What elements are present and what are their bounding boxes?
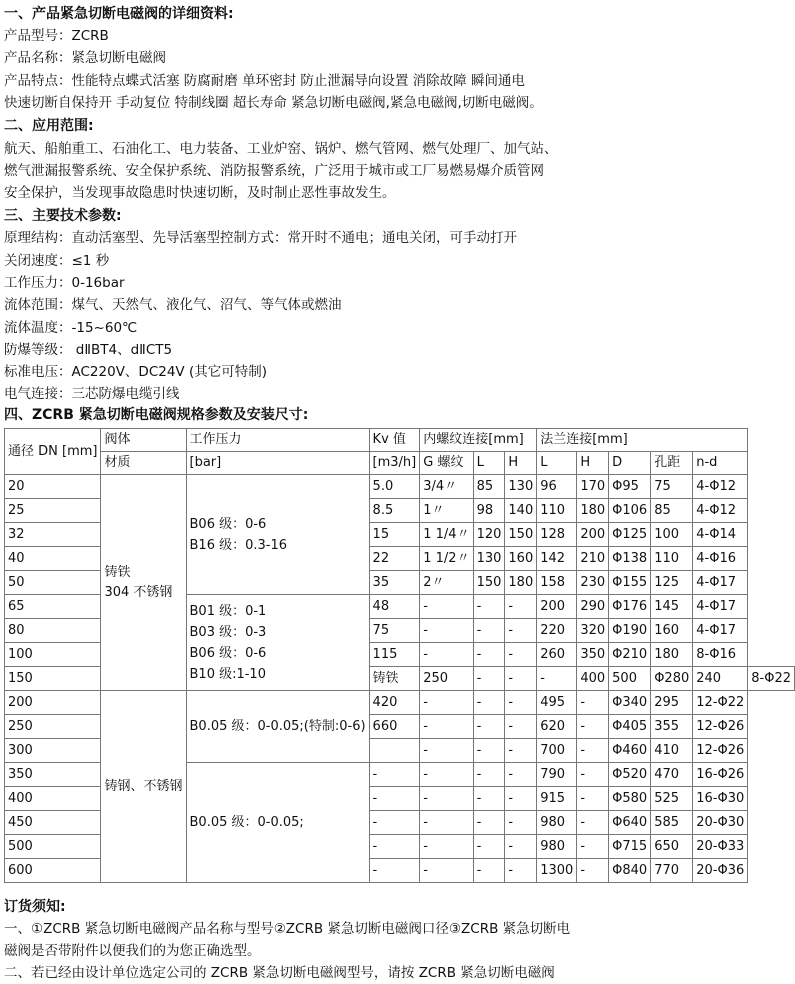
cell-nd: 4-Φ17 bbox=[693, 571, 748, 595]
cell-kv: 660 bbox=[369, 715, 420, 739]
cell-thread-h: 180 bbox=[505, 571, 537, 595]
cell-thread-h: - bbox=[505, 691, 537, 715]
pressure-label: B03 级：0-3 bbox=[189, 624, 267, 640]
cell-thread-l: - bbox=[473, 859, 505, 883]
header-row-1 bbox=[5, 429, 795, 452]
cell-nd: 12-Φ22 bbox=[693, 691, 748, 715]
cell-g-thread: 1 1/2〃 bbox=[420, 547, 473, 571]
cell-hole: 145 bbox=[651, 595, 693, 619]
cell-flange-h: - bbox=[577, 811, 609, 835]
cell-hole: 110 bbox=[651, 547, 693, 571]
cell-kv: - bbox=[369, 835, 420, 859]
header-thread-l: L bbox=[473, 452, 505, 475]
features-line-1: 产品特点：性能特点蝶式活塞 防腐耐磨 单环密封 防止泄漏导向设置 消除故障 瞬间通电 bbox=[4, 73, 525, 89]
cell-g-thread: - bbox=[420, 691, 473, 715]
cell-thread-h: - bbox=[505, 835, 537, 859]
cell-dn: 400 bbox=[5, 787, 101, 811]
header-kv-1: Kv 值 bbox=[369, 429, 420, 452]
cell-flange-l: 128 bbox=[537, 523, 577, 547]
pressure-label: B16 级：0.3-16 bbox=[189, 537, 288, 553]
pressure-group-3 bbox=[186, 691, 369, 763]
cell-flange-h: 500 bbox=[609, 667, 651, 691]
cell-thread-h: - bbox=[537, 667, 577, 691]
cell-nd: 12-Φ26 bbox=[693, 715, 748, 739]
header-g-thread: G 螺纹 bbox=[420, 452, 473, 475]
cell-thread-h: - bbox=[505, 763, 537, 787]
cell-flange-l: 1300 bbox=[537, 859, 577, 883]
pressure-label: B0.05 级：0-0.05; bbox=[189, 815, 304, 830]
order-line-1: 一、①ZCRB 紧急切断电磁阀产品名称与型号②ZCRB 紧急切断电磁阀口径③ZCRB 紧急切断电 bbox=[4, 921, 571, 937]
cell-flange-l: 110 bbox=[537, 499, 577, 523]
application-line-2: 燃气泄漏报警系统、安全保护系统、消防报警系统，广泛用于城市或工厂易燃易爆介质管网 bbox=[4, 163, 544, 179]
model-line: 产品型号：ZCRB bbox=[4, 28, 109, 44]
cell-flange-d: Φ520 bbox=[609, 763, 651, 787]
cell-kv: 8.5 bbox=[369, 499, 420, 523]
name-line: 产品名称：紧急切断电磁阀 bbox=[4, 50, 166, 66]
cell-g-thread: - bbox=[420, 715, 473, 739]
cell-hole: 770 bbox=[651, 859, 693, 883]
cell-kv: 115 bbox=[369, 643, 420, 667]
cell-thread-l: 120 bbox=[473, 523, 505, 547]
cell-nd: 12-Φ26 bbox=[693, 739, 748, 763]
cell-dn: 32 bbox=[5, 523, 101, 547]
cell-flange-l: 790 bbox=[537, 763, 577, 787]
cell-thread-h: - bbox=[505, 715, 537, 739]
cell-kv: 75 bbox=[369, 619, 420, 643]
header-dn: 通径 DN [mm] bbox=[5, 429, 101, 475]
cell-thread-l: 98 bbox=[473, 499, 505, 523]
cell-dn: 20 bbox=[5, 475, 101, 499]
cell-hole: 85 bbox=[651, 499, 693, 523]
cell-g-thread: - bbox=[420, 595, 473, 619]
cell-flange-h: - bbox=[577, 859, 609, 883]
cell-kv: - bbox=[369, 811, 420, 835]
cell-hole: 180 bbox=[651, 643, 693, 667]
cell-flange-d: Φ640 bbox=[609, 811, 651, 835]
cell-kv bbox=[369, 739, 420, 763]
cell-hole: 525 bbox=[651, 787, 693, 811]
cell-flange-d: Φ340 bbox=[609, 691, 651, 715]
cell-thread-h: - bbox=[505, 859, 537, 883]
cell-flange-l: 220 bbox=[537, 619, 577, 643]
cell-flange-h: 170 bbox=[577, 475, 609, 499]
cell-flange-h: - bbox=[577, 715, 609, 739]
material-label: 铸铁 bbox=[104, 564, 131, 580]
pressure-group-1 bbox=[186, 475, 369, 595]
cell-thread-h: 150 bbox=[505, 523, 537, 547]
cell-flange-h: - bbox=[577, 787, 609, 811]
cell-flange-d: Φ405 bbox=[609, 715, 651, 739]
cell-hole: 650 bbox=[651, 835, 693, 859]
cell-kv: 48 bbox=[369, 595, 420, 619]
cell-dn: 80 bbox=[5, 619, 101, 643]
application-line-1: 航天、船舶重工、石油化工、电力装备、工业炉窑、锅炉、燃气管网、燃气处理厂、加气站、 bbox=[4, 141, 558, 157]
header-flange-d: D bbox=[609, 452, 651, 475]
header-row-2 bbox=[5, 452, 795, 475]
cell-flange-d: Φ840 bbox=[609, 859, 651, 883]
cell-nd: 16-Φ30 bbox=[693, 787, 748, 811]
cell-dn: 450 bbox=[5, 811, 101, 835]
header-flange-h: H bbox=[577, 452, 609, 475]
order-line-2: 磁阀是否带附件以便我们的为您正确选型。 bbox=[4, 943, 261, 959]
cell-g-thread: - bbox=[420, 763, 473, 787]
cell-flange-l: 260 bbox=[537, 643, 577, 667]
cell-flange-l: 915 bbox=[537, 787, 577, 811]
pressure-label: B06 级：0-6 bbox=[189, 645, 267, 661]
application-line-3: 安全保护，当发现事故隐患时快速切断，及时制止恶性事故发生。 bbox=[4, 185, 396, 201]
cell-thread-l: 130 bbox=[473, 547, 505, 571]
cell-kv: 35 bbox=[369, 571, 420, 595]
cell-flange-h: - bbox=[577, 739, 609, 763]
cell-flange-l: 700 bbox=[537, 739, 577, 763]
cell-kv: 15 bbox=[369, 523, 420, 547]
cell-dn: 65 bbox=[5, 595, 101, 619]
cell-flange-d: Φ580 bbox=[609, 787, 651, 811]
cell-nd: 16-Φ26 bbox=[693, 763, 748, 787]
material-cast-iron-ss bbox=[101, 475, 186, 691]
cell-flange-h: 230 bbox=[577, 571, 609, 595]
header-material-1: 阀体 bbox=[101, 429, 186, 452]
cell-g-thread: - bbox=[420, 835, 473, 859]
cell-flange-l: 495 bbox=[537, 691, 577, 715]
cell-flange-h: 350 bbox=[577, 643, 609, 667]
cell-hole: 160 bbox=[651, 619, 693, 643]
cell-thread-l: - bbox=[473, 763, 505, 787]
cell-g-thread: - bbox=[473, 667, 505, 691]
cell-nd: 8-Φ22 bbox=[748, 667, 795, 691]
cell-flange-h: 210 bbox=[577, 547, 609, 571]
cell-thread-l: 85 bbox=[473, 475, 505, 499]
cell-flange-l: 158 bbox=[537, 571, 577, 595]
cell-kv: 5.0 bbox=[369, 475, 420, 499]
cell-flange-l: 400 bbox=[577, 667, 609, 691]
header-pressure-2: [bar] bbox=[186, 452, 369, 475]
cell-flange-d: Φ210 bbox=[609, 643, 651, 667]
pressure-group-2 bbox=[186, 595, 369, 691]
pressure-line: 工作压力：0-16bar bbox=[4, 275, 125, 291]
cell-nd: 4-Φ14 bbox=[693, 523, 748, 547]
cell-flange-h: 290 bbox=[577, 595, 609, 619]
cell-flange-d: Φ155 bbox=[609, 571, 651, 595]
cell-flange-d: Φ176 bbox=[609, 595, 651, 619]
cell-kv: - bbox=[369, 859, 420, 883]
pressure-label: B0.05 级：0-0.05;(特制:0-6) bbox=[189, 719, 366, 734]
header-pressure-1: 工作压力 bbox=[186, 429, 369, 452]
cell-dn: 150 bbox=[5, 667, 101, 691]
cell-flange-l: 142 bbox=[537, 547, 577, 571]
section3-title: 三、主要技术参数: bbox=[4, 208, 122, 224]
cell-flange-l: 980 bbox=[537, 811, 577, 835]
header-flange-l: L bbox=[537, 452, 577, 475]
header-thread-h: H bbox=[505, 452, 537, 475]
cell-g-thread: 2〃 bbox=[420, 571, 473, 595]
order-line-3: 二、若已经由设计单位选定公司的 ZCRB 紧急切断电磁阀型号，请按 ZCRB 紧急切断电磁阀 bbox=[4, 965, 555, 981]
cell-flange-l: 200 bbox=[537, 595, 577, 619]
cell-hole: 585 bbox=[651, 811, 693, 835]
material-cast-steel-ss bbox=[101, 691, 186, 883]
order-title: 订货须知: bbox=[4, 899, 66, 915]
pressure-label: B01 级：0-1 bbox=[189, 603, 267, 619]
cell-nd: 20-Φ36 bbox=[693, 859, 748, 883]
cell-flange-h: - bbox=[577, 691, 609, 715]
cell-flange-d: Φ280 bbox=[651, 667, 693, 691]
pressure-label: B10 级:1-10 bbox=[189, 666, 266, 682]
section1-title: 一、产品紧急切断电磁阀的详细资料: bbox=[4, 6, 234, 22]
cell-nd: 20-Φ33 bbox=[693, 835, 748, 859]
cell-g-thread: - bbox=[420, 619, 473, 643]
cell-nd: 20-Φ30 bbox=[693, 811, 748, 835]
cell-hole: 295 bbox=[651, 691, 693, 715]
cell-hole: 240 bbox=[693, 667, 748, 691]
cell-flange-h: 180 bbox=[577, 499, 609, 523]
cell-kv: - bbox=[369, 787, 420, 811]
cell-dn: 50 bbox=[5, 571, 101, 595]
cell-thread-h: - bbox=[505, 811, 537, 835]
cell-thread-h: 140 bbox=[505, 499, 537, 523]
cell-thread-l: - bbox=[473, 739, 505, 763]
cell-nd: 4-Φ16 bbox=[693, 547, 748, 571]
features-line-2: 快速切断自保持开 手动复位 特制线圈 超长寿命 紧急切断电磁阀,紧急电磁阀,切断电磁阀。 bbox=[4, 95, 543, 111]
cell-thread-l: - bbox=[473, 715, 505, 739]
cell-nd: 4-Φ17 bbox=[693, 595, 748, 619]
cell-nd: 4-Φ17 bbox=[693, 619, 748, 643]
table-row bbox=[5, 691, 795, 715]
cell-flange-h: - bbox=[577, 835, 609, 859]
cell-hole: 470 bbox=[651, 763, 693, 787]
medium-line: 流体范围：煤气、天然气、液化气、沼气、等气体或燃油 bbox=[4, 297, 342, 313]
header-kv-2: [m3/h] bbox=[369, 452, 420, 475]
cell-flange-l: 980 bbox=[537, 835, 577, 859]
cell-thread-h: - bbox=[505, 643, 537, 667]
cell-kv: - bbox=[369, 763, 420, 787]
cell-thread-l: - bbox=[473, 835, 505, 859]
cell-g-thread: - bbox=[420, 739, 473, 763]
cell-thread-h: - bbox=[505, 619, 537, 643]
cell-g-thread: - bbox=[420, 787, 473, 811]
cell-dn: 200 bbox=[5, 691, 101, 715]
cell-g-thread: - bbox=[420, 859, 473, 883]
spec-table bbox=[4, 428, 795, 883]
cell-g-thread: 1〃 bbox=[420, 499, 473, 523]
cell-hole: 75 bbox=[651, 475, 693, 499]
header-material-2: 材质 bbox=[101, 452, 186, 475]
cell-dn: 350 bbox=[5, 763, 101, 787]
cell-flange-d: Φ106 bbox=[609, 499, 651, 523]
header-thread: 内螺纹连接[mm] bbox=[420, 429, 537, 452]
cell-flange-l: 620 bbox=[537, 715, 577, 739]
cell-dn: 600 bbox=[5, 859, 101, 883]
cell-flange-d: Φ95 bbox=[609, 475, 651, 499]
cell-thread-l: - bbox=[473, 643, 505, 667]
cell-g-thread: - bbox=[420, 643, 473, 667]
section2-title: 二、应用范围: bbox=[4, 118, 94, 134]
header-hole: 孔距 bbox=[651, 452, 693, 475]
cell-hole: 100 bbox=[651, 523, 693, 547]
pressure-group-4 bbox=[186, 763, 369, 883]
cell-flange-h: 320 bbox=[577, 619, 609, 643]
cell-kv: 22 bbox=[369, 547, 420, 571]
cell-kv: 250 bbox=[420, 667, 473, 691]
cell-thread-l: - bbox=[473, 691, 505, 715]
cell-nd: 4-Φ12 bbox=[693, 499, 748, 523]
cell-flange-d: Φ125 bbox=[609, 523, 651, 547]
pressure-label: B06 级：0-6 bbox=[189, 516, 267, 532]
structure-line: 原理结构：直动活塞型、先导活塞型控制方式：常开时不通电；通电关闭，可手动打开 bbox=[4, 230, 517, 246]
header-flange: 法兰连接[mm] bbox=[537, 429, 748, 452]
cell-g-thread: 1 1/4〃 bbox=[420, 523, 473, 547]
material-label: 铸铁 bbox=[372, 670, 399, 686]
header-nd: n-d bbox=[693, 452, 748, 475]
cell-thread-h: - bbox=[505, 739, 537, 763]
cell-g-thread: 3/4〃 bbox=[420, 475, 473, 499]
cell-flange-d: Φ138 bbox=[609, 547, 651, 571]
cell-flange-l: 96 bbox=[537, 475, 577, 499]
voltage-line: 标准电压：AC220V、DC24V (其它可特制) bbox=[4, 364, 267, 380]
cell-thread-h: 160 bbox=[505, 547, 537, 571]
cell-g-thread: - bbox=[420, 811, 473, 835]
cell-hole: 125 bbox=[651, 571, 693, 595]
cell-dn: 100 bbox=[5, 643, 101, 667]
material-cast-iron bbox=[369, 667, 420, 691]
cell-thread-h: - bbox=[505, 787, 537, 811]
table-row bbox=[5, 475, 795, 499]
cell-nd: 8-Φ16 bbox=[693, 643, 748, 667]
cell-thread-l: - bbox=[473, 787, 505, 811]
cell-flange-d: Φ460 bbox=[609, 739, 651, 763]
cell-flange-h: - bbox=[577, 763, 609, 787]
cell-thread-l: 150 bbox=[473, 571, 505, 595]
cell-hole: 410 bbox=[651, 739, 693, 763]
cell-dn: 500 bbox=[5, 835, 101, 859]
cell-dn: 25 bbox=[5, 499, 101, 523]
cell-nd: 4-Φ12 bbox=[693, 475, 748, 499]
cell-thread-l: - bbox=[505, 667, 537, 691]
cell-thread-h: - bbox=[505, 595, 537, 619]
section4-title: 四、ZCRB 紧急切断电磁阀规格参数及安装尺寸: bbox=[4, 407, 309, 423]
cell-flange-d: Φ715 bbox=[609, 835, 651, 859]
cell-kv: 420 bbox=[369, 691, 420, 715]
material-label: 铸钢、不锈钢 bbox=[104, 778, 183, 794]
cell-flange-d: Φ190 bbox=[609, 619, 651, 643]
material-label: 304 不锈钢 bbox=[104, 584, 173, 600]
cell-dn: 300 bbox=[5, 739, 101, 763]
cell-thread-h: 130 bbox=[505, 475, 537, 499]
cell-hole: 355 bbox=[651, 715, 693, 739]
cell-flange-h: 200 bbox=[577, 523, 609, 547]
cell-dn: 40 bbox=[5, 547, 101, 571]
electrical-line: 电气连接：三芯防爆电缆引线 bbox=[4, 386, 180, 402]
explosion-line: 防爆等级： dⅡBT4、dⅡCT5 bbox=[4, 342, 173, 358]
temperature-line: 流体温度：-15~60℃ bbox=[4, 320, 138, 336]
cell-thread-l: - bbox=[473, 811, 505, 835]
cell-thread-l: - bbox=[473, 619, 505, 643]
cell-dn: 250 bbox=[5, 715, 101, 739]
cell-thread-l: - bbox=[473, 595, 505, 619]
close-speed-line: 关闭速度：≤1 秒 bbox=[4, 253, 110, 269]
